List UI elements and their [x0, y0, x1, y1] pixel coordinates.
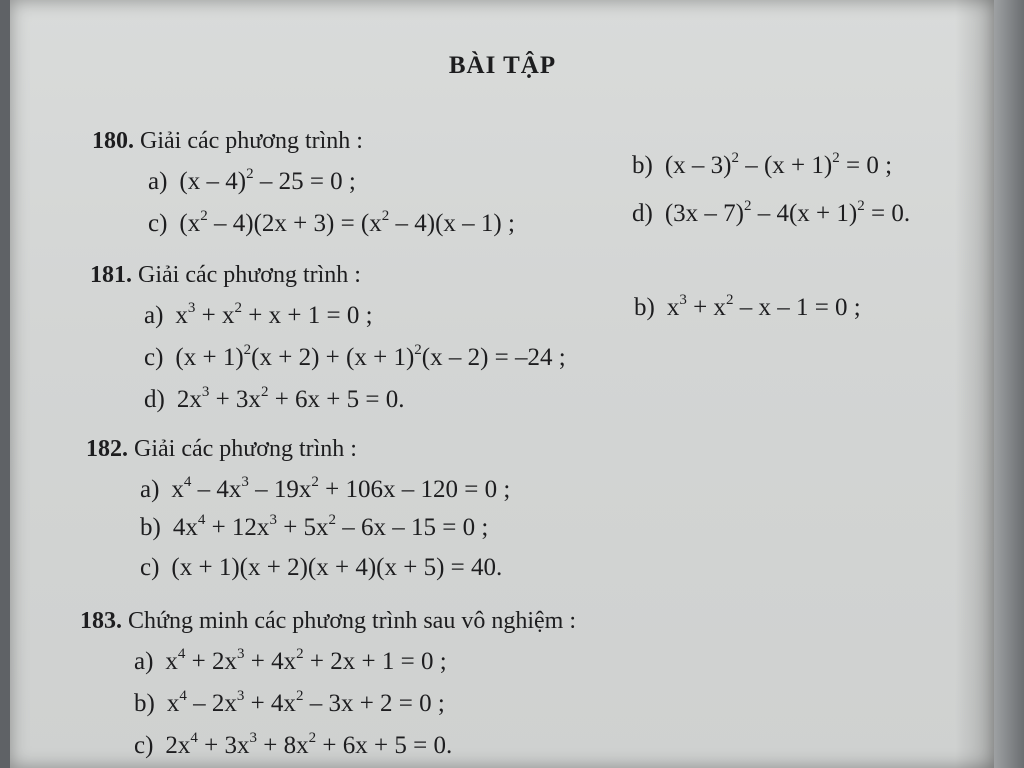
item-label: c)	[140, 554, 160, 581]
item-label: a)	[134, 648, 154, 675]
exercise-183-c	[134, 732, 452, 760]
equation: $(x - 3)^2 - (x + 1)^2 = 0$ ;	[664, 150, 893, 179]
item-label: c)	[148, 210, 168, 237]
equation: $x^4 - 2x^3 + 4x^2 - 3x + 2 = 0$ ;	[166, 688, 445, 717]
equation: $(x + 1)^2(x + 2) + (x + 1)^2(x - 2) = -24$ ;	[175, 342, 566, 371]
exercise-instruction: Chứng minh các phương trình sau vô nghiệm :	[128, 608, 576, 634]
equation: (x – 4)$^2$ – 25 = 0 ;	[179, 166, 356, 195]
exercise-181-a	[144, 302, 373, 330]
exercise-180-b	[632, 152, 892, 180]
exercise-182-c	[140, 554, 502, 582]
item-label: c)	[144, 344, 164, 371]
equation: $x^4 + 2x^3 + 4x^2 + 2x + 1 = 0$ ;	[165, 646, 447, 675]
exercise-180-title	[92, 128, 363, 155]
exercise-183-b	[134, 690, 445, 718]
item-label: b)	[632, 152, 653, 179]
exercise-182-b	[140, 514, 488, 542]
equation: $2x^4 + 3x^3 + 8x^2 + 6x + 5 = 0$.	[165, 730, 453, 759]
item-label: a)	[140, 476, 160, 503]
item-label: a)	[144, 302, 164, 329]
exercise-181-c	[144, 344, 566, 372]
exercise-180-a	[148, 168, 356, 196]
equation: $x^4 - 4x^3 - 19x^2 + 106x - 120 = 0$ ;	[171, 474, 511, 503]
exercise-182-title	[86, 436, 357, 463]
item-label: a)	[148, 168, 168, 195]
exercise-instruction: Giải các phương trình :	[134, 436, 357, 462]
exercise-181-d	[144, 386, 405, 414]
equation: $(3x - 7)^2 - 4(x + 1)^2 = 0$.	[664, 198, 911, 227]
item-label: b)	[140, 514, 161, 541]
item-label: d)	[144, 386, 165, 413]
exercise-number: 182.	[86, 436, 128, 462]
exercise-180-c	[148, 210, 515, 238]
book-edge	[994, 0, 1024, 768]
equation: $x^3 + x^2 - x - 1 = 0$ ;	[666, 292, 861, 321]
item-label: b)	[634, 294, 655, 321]
textbook-page	[10, 0, 995, 768]
exercise-181-b	[634, 294, 861, 322]
item-label: b)	[134, 690, 155, 717]
item-label: d)	[632, 200, 653, 227]
equation: (x + 1)(x + 2)(x + 4)(x + 5) = 40.	[171, 554, 503, 581]
exercise-instruction: Giải các phương trình :	[140, 128, 363, 154]
exercise-number: 180.	[92, 128, 134, 154]
equation: $(x^2 - 4)(2x + 3) = (x^2 - 4)(x - 1)$ ;	[179, 208, 515, 237]
exercise-183-a	[134, 648, 447, 676]
exercise-181-title	[90, 262, 361, 289]
exercise-183-title	[80, 608, 576, 635]
exercise-number: 183.	[80, 608, 122, 634]
page-heading: BÀI TẬP	[448, 52, 557, 79]
equation: $4x^4 + 12x^3 + 5x^2 - 6x - 15 = 0$ ;	[172, 512, 489, 541]
equation: $x^3 + x^2 + x + 1 = 0$ ;	[175, 300, 373, 329]
item-label: c)	[134, 732, 154, 759]
exercise-number: 181.	[90, 262, 132, 288]
exercise-instruction: Giải các phương trình :	[138, 262, 361, 288]
equation: $2x^3 + 3x^2 + 6x + 5 = 0$.	[176, 384, 405, 413]
exercise-180-d	[632, 200, 910, 228]
exercise-182-a	[140, 476, 510, 504]
